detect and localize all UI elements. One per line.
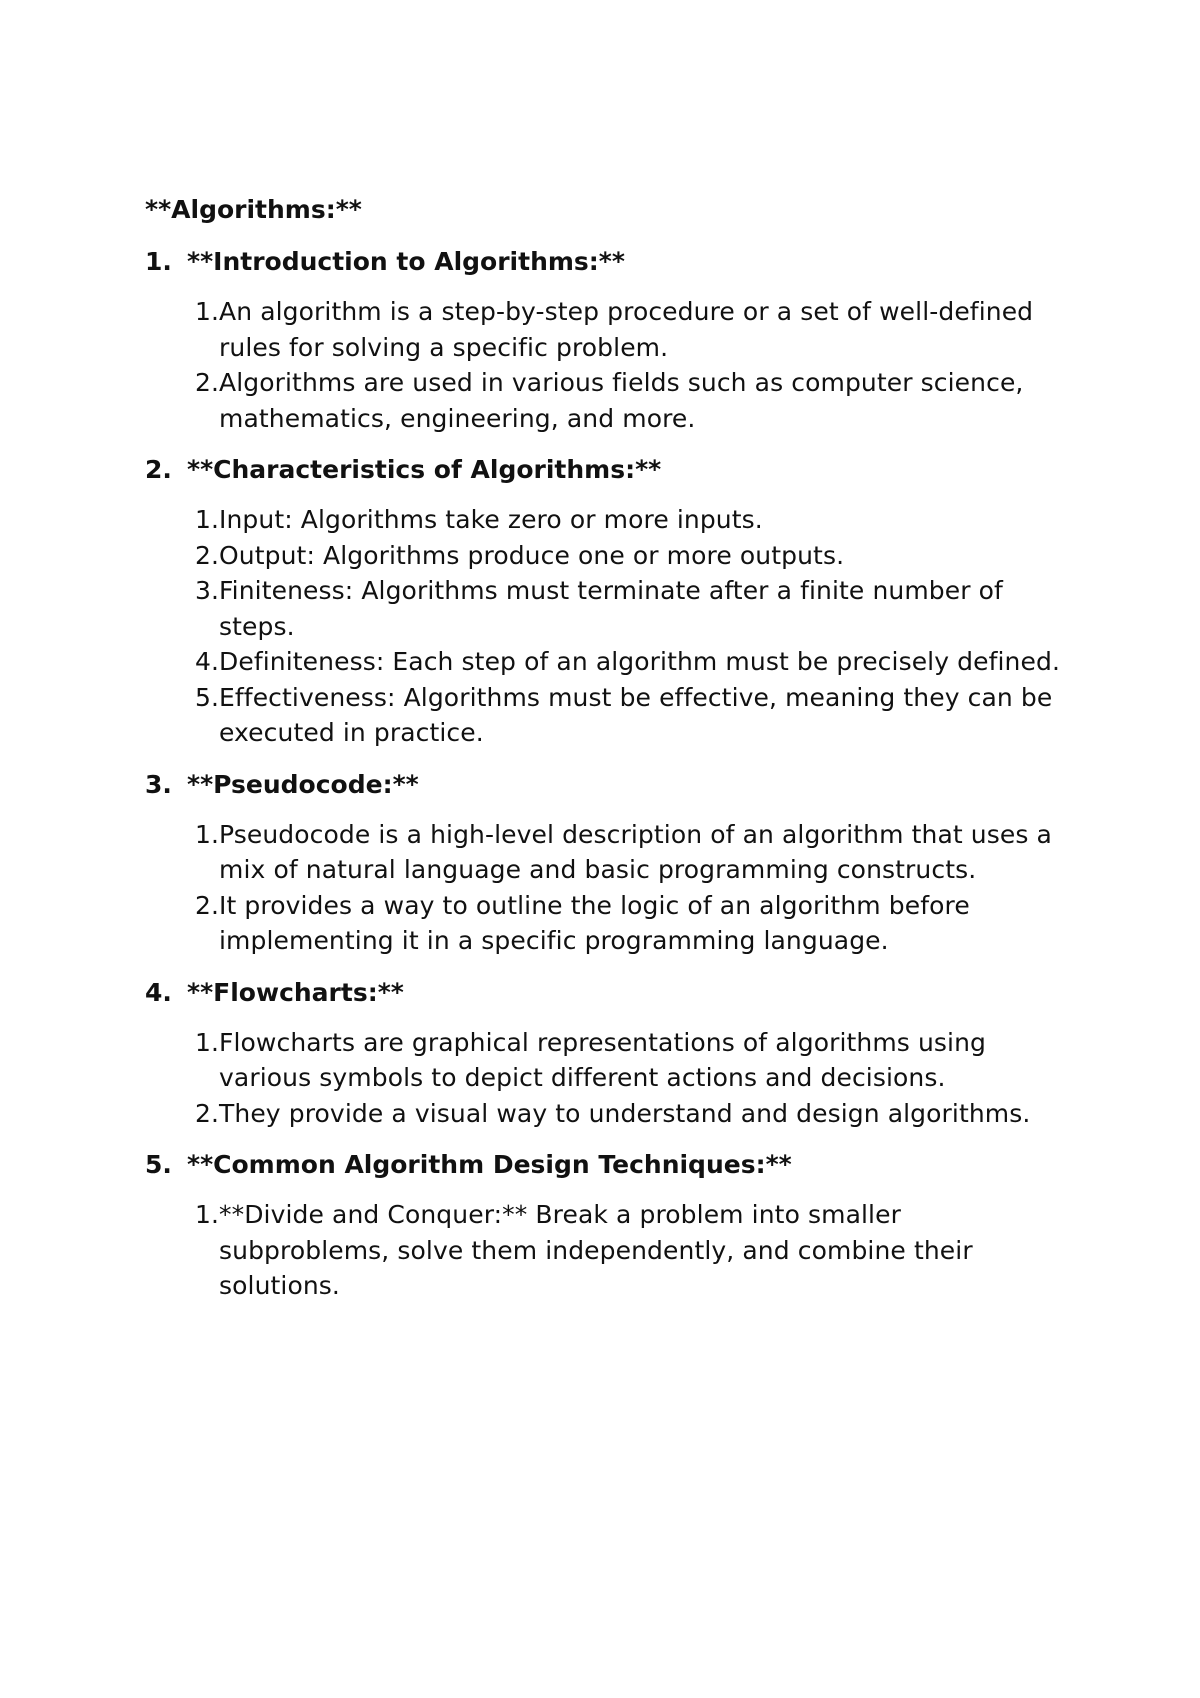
list-item — [145, 365, 1085, 436]
section-design-techniques — [145, 1147, 1085, 1304]
list-item — [145, 573, 1085, 644]
list-item-number: 1. — [194, 819, 219, 849]
section-number: 1. — [145, 247, 172, 276]
section-title: **Flowcharts:** — [187, 977, 404, 1007]
section-heading — [145, 244, 1085, 280]
section-title: **Common Algorithm Design Techniques:** — [187, 1150, 792, 1179]
list-item-text: An algorithm is a step-by-step procedure or a set of well-defined rules for solving a specific problem. — [219, 297, 1034, 362]
list-item-text: Output: Algorithms produce one or more outputs. — [219, 540, 845, 570]
list-item-number: 2. — [194, 1098, 219, 1128]
list-item-text: They provide a visual way to understand and design algorithms. — [219, 1098, 1031, 1128]
section-heading — [145, 767, 1085, 803]
list-item — [145, 1025, 1085, 1096]
list-item — [145, 644, 1085, 680]
section-items — [145, 1025, 1085, 1132]
list-item-text: Input: Algorithms take zero or more inputs. — [219, 505, 763, 534]
section-heading — [145, 975, 1085, 1011]
list-item-number: 2. — [194, 890, 219, 920]
list-item — [145, 888, 1085, 959]
list-item-number: 4. — [194, 647, 219, 676]
section-number: 3. — [145, 769, 172, 799]
section-items — [145, 294, 1085, 436]
section-heading — [145, 1147, 1085, 1183]
list-item-number: 1. — [194, 1200, 219, 1229]
section-heading — [145, 452, 1085, 488]
list-item-number: 1. — [194, 1027, 219, 1057]
list-item-text: Pseudocode is a high-level description of an algorithm that uses a mix of natural language and basic programming constructs. — [219, 819, 1052, 884]
list-item-number: 2. — [194, 368, 219, 397]
section-flowcharts — [145, 975, 1085, 1132]
section-number: 5. — [145, 1150, 172, 1179]
section-items — [145, 502, 1085, 751]
list-item-text: Effectiveness: Algorithms must be effective, meaning they can be executed in practice. — [219, 682, 1053, 747]
document-page — [145, 192, 1085, 1320]
list-item — [145, 680, 1085, 751]
list-item — [145, 1096, 1085, 1132]
list-item-number: 5. — [194, 682, 219, 712]
section-title: **Pseudocode:** — [187, 769, 419, 799]
section-pseudocode — [145, 767, 1085, 959]
section-introduction — [145, 244, 1085, 436]
section-number: 2. — [145, 455, 172, 484]
list-item-number: 1. — [194, 505, 219, 534]
list-item — [145, 817, 1085, 888]
section-title: **Characteristics of Algorithms:** — [187, 455, 662, 484]
section-items — [145, 1197, 1085, 1304]
list-item-text: Flowcharts are graphical representations of algorithms using various symbols to depict different actions and decisions. — [219, 1027, 987, 1092]
section-characteristics — [145, 452, 1085, 751]
list-item — [145, 1197, 1085, 1304]
list-item-number: 1. — [194, 297, 219, 326]
list-item-text: **Divide and Conquer:** Break a problem into smaller subproblems, solve them independently, and combine their solutions. — [219, 1200, 973, 1300]
list-item-number: 2. — [194, 540, 219, 570]
list-item — [145, 538, 1085, 574]
list-item — [145, 294, 1085, 365]
section-items — [145, 817, 1085, 959]
list-item-text: Definiteness: Each step of an algorithm must be precisely defined. — [219, 647, 1060, 676]
list-item — [145, 502, 1085, 538]
section-title: **Introduction to Algorithms:** — [187, 247, 625, 276]
section-number: 4. — [145, 977, 172, 1007]
list-item-text: It provides a way to outline the logic of an algorithm before implementing it in a specific programming language. — [219, 890, 970, 955]
list-item-text: Finiteness: Algorithms must terminate after a finite number of steps. — [219, 576, 1003, 641]
list-item-number: 3. — [194, 576, 219, 605]
document-title: **Algorithms:** — [145, 195, 362, 224]
list-item-text: Algorithms are used in various fields such as computer science, mathematics, engineering, and more. — [219, 368, 1024, 433]
